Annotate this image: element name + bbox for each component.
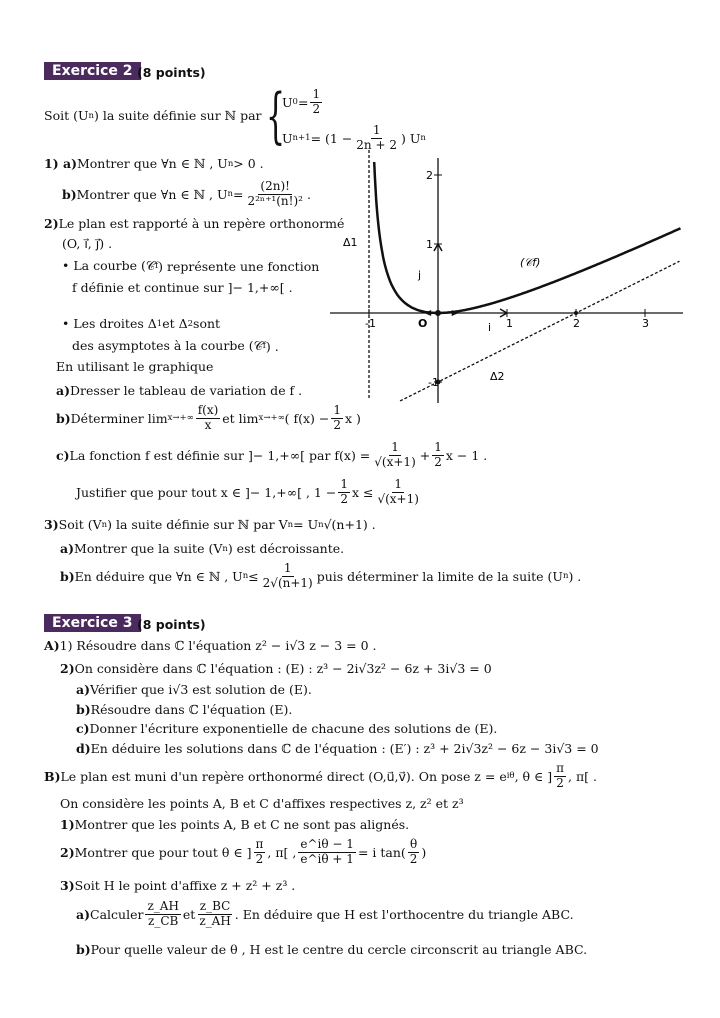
text-segment: 1) bbox=[60, 817, 75, 832]
tick-label: 2 bbox=[426, 169, 433, 182]
text-segment: ) . bbox=[265, 338, 279, 354]
denominator: 2²ⁿ⁺¹(n!)² bbox=[247, 193, 303, 208]
numerator: θ bbox=[409, 837, 418, 851]
numerator: 1 bbox=[372, 123, 381, 137]
text-segment: puis déterminer la limite de la suite (U bbox=[316, 568, 563, 584]
system-brace: { bbox=[266, 81, 286, 151]
text-segment: . bbox=[306, 186, 311, 202]
exercise-3-points: (8 points) bbox=[137, 617, 206, 632]
text-line bbox=[60, 661, 492, 676]
numerator: 1 bbox=[391, 440, 399, 454]
subscript: 0 bbox=[292, 97, 298, 108]
text-segment: b) bbox=[62, 186, 77, 202]
denominator: 2 bbox=[556, 775, 564, 790]
text-segment: , π[ , bbox=[267, 844, 297, 860]
text-line bbox=[60, 817, 409, 832]
text-segment: Montrer que la suite (V bbox=[74, 541, 223, 556]
text-segment: et Δ bbox=[162, 316, 188, 331]
text-segment: b) bbox=[76, 942, 91, 957]
subscript: n bbox=[222, 543, 228, 554]
numerator: 1 bbox=[434, 440, 442, 454]
origin-point bbox=[435, 310, 441, 316]
numerator: z_AH bbox=[147, 899, 179, 913]
text-segment: √(n+1) . bbox=[323, 517, 376, 532]
text-segment: = U bbox=[293, 517, 319, 532]
text-segment: U bbox=[282, 130, 293, 146]
subscript: n bbox=[318, 519, 324, 530]
text-segment: = i tan( bbox=[357, 844, 406, 860]
subscript: n bbox=[227, 158, 234, 169]
text-segment: Donner l'écriture exponentielle de chacune des solutions de (E). bbox=[89, 721, 498, 736]
text-segment: ) la suite définie sur ℕ par bbox=[93, 108, 262, 123]
fraction bbox=[254, 838, 266, 867]
text-line bbox=[76, 942, 587, 957]
denominator: x bbox=[204, 417, 212, 432]
subscript: n bbox=[227, 189, 233, 200]
denominator: 2 bbox=[312, 101, 321, 116]
text-segment: 3) bbox=[60, 878, 75, 893]
text-line bbox=[60, 878, 295, 893]
tick-label: 3 bbox=[642, 317, 649, 330]
numerator: 1 bbox=[312, 87, 321, 101]
fraction bbox=[554, 762, 566, 791]
text-segment: Montrer que ∀n ∈ ℕ , U bbox=[76, 186, 228, 202]
subscript: n+1 bbox=[292, 133, 311, 144]
numerator: f(x) bbox=[197, 403, 219, 417]
exercise-3-title: Exercice 3 bbox=[44, 614, 141, 632]
text-segment: ) la suite définie sur ℕ par V bbox=[107, 517, 288, 532]
text-segment: = bbox=[297, 94, 309, 110]
numerator: 1 bbox=[283, 561, 292, 575]
curve-cf bbox=[374, 162, 680, 313]
text-line bbox=[76, 682, 312, 697]
i-vector-label: i bbox=[488, 321, 492, 334]
text-line bbox=[60, 796, 464, 811]
text-segment: Le plan est muni d'un repère orthonormé direct (O,u⃗,v⃗). On pose z = e bbox=[60, 768, 507, 784]
text-segment: ( f(x) − bbox=[284, 410, 330, 426]
text-segment: a) bbox=[56, 383, 71, 398]
exercise-2-title: Exercice 2 bbox=[44, 62, 141, 80]
text-segment: ) est décroissante. bbox=[227, 541, 345, 556]
subscript: x→+∞ bbox=[258, 413, 285, 424]
text-segment: • La courbe (𝒞 bbox=[62, 258, 155, 273]
text-segment: > 0 . bbox=[233, 156, 264, 171]
text-segment: a) bbox=[76, 682, 91, 697]
text-segment: 2) bbox=[44, 216, 59, 231]
text-segment: ) bbox=[421, 844, 427, 860]
text-segment: a) bbox=[60, 541, 75, 556]
text-segment: b) bbox=[56, 410, 71, 426]
point-2-0 bbox=[574, 311, 578, 315]
subscript: n bbox=[562, 571, 569, 582]
text-segment: c) bbox=[56, 447, 70, 463]
subscript: 2 bbox=[187, 318, 194, 329]
subscript: n bbox=[101, 519, 108, 530]
text-segment: + bbox=[419, 447, 431, 463]
denominator: 2 bbox=[434, 454, 442, 469]
text-line bbox=[44, 762, 597, 791]
text-segment: b) bbox=[76, 702, 91, 717]
subscript: n bbox=[242, 571, 249, 582]
text-segment: En déduire que ∀n ∈ ℕ , U bbox=[74, 568, 243, 584]
superscript: iθ bbox=[506, 771, 515, 782]
denominator: 2 bbox=[255, 851, 264, 866]
numerator: 1 bbox=[333, 403, 342, 417]
text-segment: Déterminer lim bbox=[70, 410, 168, 426]
text-segment: 1) Résoudre dans ℂ l'équation z² − i√3 z − 3 = 0 . bbox=[59, 638, 377, 653]
denominator: 2 bbox=[409, 851, 418, 866]
numerator: 1 bbox=[340, 477, 348, 491]
text-segment: ) représente une fonction bbox=[158, 258, 320, 274]
text-segment: A) bbox=[44, 638, 60, 653]
text-segment: ) U bbox=[400, 130, 421, 146]
denominator: 2√(n+1) bbox=[262, 575, 313, 590]
text-line bbox=[60, 838, 426, 867]
text-segment: = bbox=[232, 186, 244, 202]
subscript: x→+∞ bbox=[167, 413, 194, 424]
text-segment: Calculer bbox=[90, 906, 144, 922]
text-segment: f définie et continue sur ]− 1,+∞[ . bbox=[72, 280, 293, 295]
text-segment: ) . bbox=[568, 568, 582, 584]
text-segment: x − 1 . bbox=[445, 447, 488, 463]
text-segment: La fonction f est définie sur ]− 1,+∞[ par f(x) = bbox=[69, 447, 371, 463]
subscript: f bbox=[155, 261, 159, 271]
text-segment: Montrer que pour tout θ ∈ ] bbox=[74, 844, 252, 860]
curve-label: (𝒞f) bbox=[520, 256, 541, 269]
numerator: e^iθ − 1 bbox=[300, 837, 354, 851]
text-segment: • Les droites Δ bbox=[62, 316, 157, 331]
text-segment: (O, i⃗, j⃗) . bbox=[62, 236, 113, 251]
tick-label: 1 bbox=[426, 238, 433, 251]
denominator: √(x+1) bbox=[377, 491, 419, 506]
text-segment: On considère dans ℂ l'équation : (E) : z³ − 2i√3z² − 6z + 3i√3 = 0 bbox=[74, 661, 492, 676]
denominator: √(x+1) bbox=[374, 454, 416, 469]
text-segment: On considère les points A, B et C d'affixes respectives z, z² et z³ bbox=[60, 796, 464, 811]
tick-label: -1 bbox=[365, 317, 376, 330]
text-segment: , θ ∈ ] bbox=[514, 768, 553, 784]
text-segment: des asymptotes à la courbe (𝒞 bbox=[72, 338, 263, 353]
text-segment: x ) bbox=[345, 410, 361, 426]
text-segment: En déduire les solutions dans ℂ de l'équation : (E′) : z³ + 2i√3z² − 6z − 3i√3 = 0 bbox=[90, 741, 599, 756]
fraction bbox=[298, 838, 356, 867]
fraction bbox=[197, 900, 232, 929]
text-segment: . En déduire que H est l'orthocentre du triangle ABC. bbox=[234, 906, 574, 922]
denominator: z_CB bbox=[148, 913, 179, 928]
subscript: f bbox=[262, 341, 266, 351]
denominator: e^iθ + 1 bbox=[300, 851, 354, 866]
exercise-2-points: (8 points) bbox=[137, 65, 206, 80]
numerator: π bbox=[255, 837, 264, 851]
text-segment: Le plan est rapporté à un repère orthonormé bbox=[58, 216, 345, 231]
delta2-label: Δ2 bbox=[490, 370, 505, 383]
text-segment: 1) a) bbox=[44, 156, 77, 171]
tick-label: 2 bbox=[573, 317, 580, 330]
numerator: (2n)! bbox=[260, 179, 290, 193]
text-segment: Dresser le tableau de variation de f . bbox=[70, 383, 303, 398]
subscript: n bbox=[420, 133, 426, 144]
text-segment: b) bbox=[60, 568, 75, 584]
text-segment: = (1 − bbox=[310, 130, 353, 146]
text-segment: 3) bbox=[44, 517, 59, 532]
j-vector-label: j bbox=[418, 268, 422, 282]
text-segment: Soit (U bbox=[44, 108, 89, 123]
text-segment: Pour quelle valeur de θ , H est le centre du cercle circonscrit au triangle ABC. bbox=[90, 942, 588, 957]
text-segment: Résoudre dans ℂ l'équation (E). bbox=[90, 702, 293, 717]
fraction bbox=[145, 900, 180, 929]
text-segment: Soit H le point d'affixe z + z² + z³ . bbox=[74, 878, 296, 893]
text-line bbox=[76, 900, 574, 929]
text-line bbox=[76, 741, 599, 756]
text-segment: Soit (V bbox=[58, 517, 102, 532]
text-segment: d) bbox=[76, 741, 91, 756]
text-segment: B) bbox=[44, 768, 61, 784]
text-segment: sont bbox=[193, 316, 221, 331]
denominator: 2n + 2 bbox=[356, 137, 397, 152]
text-segment: Vérifier que i√3 est solution de (E). bbox=[90, 682, 312, 697]
subscript: n bbox=[287, 519, 294, 530]
text-line bbox=[76, 721, 497, 736]
text-segment: En utilisant le graphique bbox=[56, 359, 214, 374]
numerator: 1 bbox=[394, 477, 402, 491]
fraction bbox=[408, 838, 420, 867]
text-segment: Justifier que pour tout x ∈ ]− 1,+∞[ , 1 − bbox=[76, 484, 337, 500]
subscript: n bbox=[88, 110, 94, 121]
denominator: 2 bbox=[340, 491, 348, 506]
text-segment: Montrer que les points A, B et C ne sont pas alignés. bbox=[74, 817, 410, 832]
subscript: 1 bbox=[156, 318, 163, 329]
numerator: z_BC bbox=[199, 899, 231, 913]
text-segment: a) bbox=[76, 906, 91, 922]
denominator: 2 bbox=[333, 417, 342, 432]
denominator: z_AH bbox=[199, 913, 231, 928]
text-segment: U bbox=[282, 94, 293, 110]
text-segment: 2) bbox=[60, 844, 75, 860]
text-line bbox=[76, 702, 292, 717]
text-line bbox=[44, 638, 376, 653]
text-segment: Montrer que ∀n ∈ ℕ , U bbox=[76, 156, 228, 171]
numerator: π bbox=[556, 761, 565, 775]
text-segment: et bbox=[182, 906, 196, 922]
origin-label: O bbox=[418, 317, 428, 330]
delta1-label: Δ1 bbox=[343, 236, 358, 249]
text-segment: c) bbox=[76, 721, 90, 736]
text-segment: ≤ bbox=[248, 568, 259, 584]
text-segment: x ≤ bbox=[351, 484, 374, 500]
text-segment: et lim bbox=[222, 410, 259, 426]
tick-label: 1 bbox=[506, 317, 513, 330]
asymptote-delta2 bbox=[400, 261, 679, 401]
text-segment: 2) bbox=[60, 661, 75, 676]
tick-label: -1 bbox=[428, 376, 439, 389]
text-segment: , π[ . bbox=[568, 768, 598, 784]
